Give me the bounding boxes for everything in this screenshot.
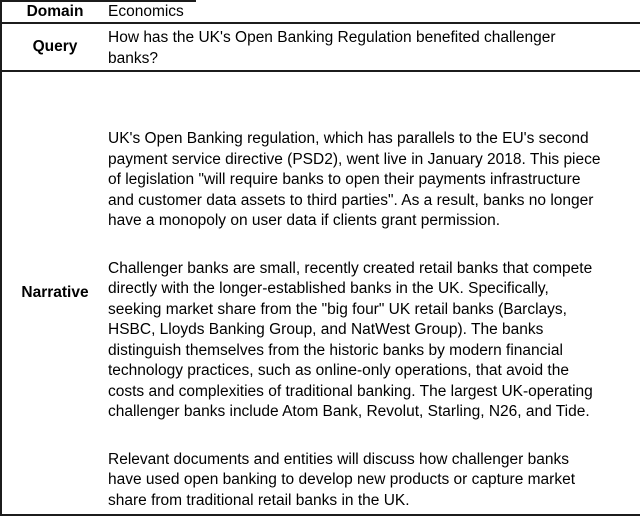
narrative-line: seeking market share from the "big four" UK retail banks (Barclays, (108, 300, 567, 318)
narrative-line: share from traditional retail banks in the UK. (108, 491, 410, 509)
narrative-paragraph-3 (108, 450, 640, 512)
narrative-line: Challenger banks are small, recently created retail banks that compete (108, 259, 593, 277)
narrative-label: Narrative (21, 283, 89, 301)
narrative-line: challenger banks include Atom Bank, Revolut, Starling, N26, and Tide. (108, 403, 590, 420)
narrative-line: costs and complexities of traditional banking. The largest UK-operating (108, 382, 593, 400)
narrative-line: directly with the longer-established banks in the UK. Specifically, (108, 280, 549, 297)
query-row (2, 24, 640, 70)
narrative-line: have used open banking to develop new products or capture market (108, 471, 576, 488)
query-text-line: How has the UK's Open Banking Regulation benefited challenger (108, 29, 556, 46)
narrative-paragraph-1 (108, 129, 640, 232)
query-text-line: banks? (108, 49, 158, 67)
narrative-line: and customer data assets to third parties". As a result, banks no longer (108, 191, 594, 209)
domain-label: Domain (26, 2, 84, 20)
domain-value: Economics (108, 2, 184, 20)
query-label: Query (32, 37, 78, 55)
narrative-line: technology practices, such as online-only operations, that avoid the (108, 362, 569, 379)
narrative-line: UK's Open Banking regulation, which has parallels to the EU's second (108, 130, 589, 147)
narrative-line: distinguish themselves from the historic banks by modern financial (108, 341, 563, 359)
narrative-line: have a monopoly on user data if clients grant permission. (108, 212, 501, 229)
narrative-paragraph-2 (108, 259, 640, 423)
narrative-line: payment service directive (PSD2), went live in January 2018. This piece (108, 150, 601, 168)
narrative-line: of legislation "will require banks to open their payments infrastructure (108, 171, 581, 188)
narrative-line: Relevant documents and entities will discuss how challenger banks (108, 450, 569, 468)
narrative-text (108, 72, 640, 514)
domain-row (2, 2, 640, 22)
narrative-row (2, 72, 640, 514)
query-text (108, 24, 640, 70)
table-border-bottom (0, 514, 640, 516)
narrative-line: HSBC, Lloyds Banking Group, and NatWest Group). The banks (108, 321, 544, 338)
